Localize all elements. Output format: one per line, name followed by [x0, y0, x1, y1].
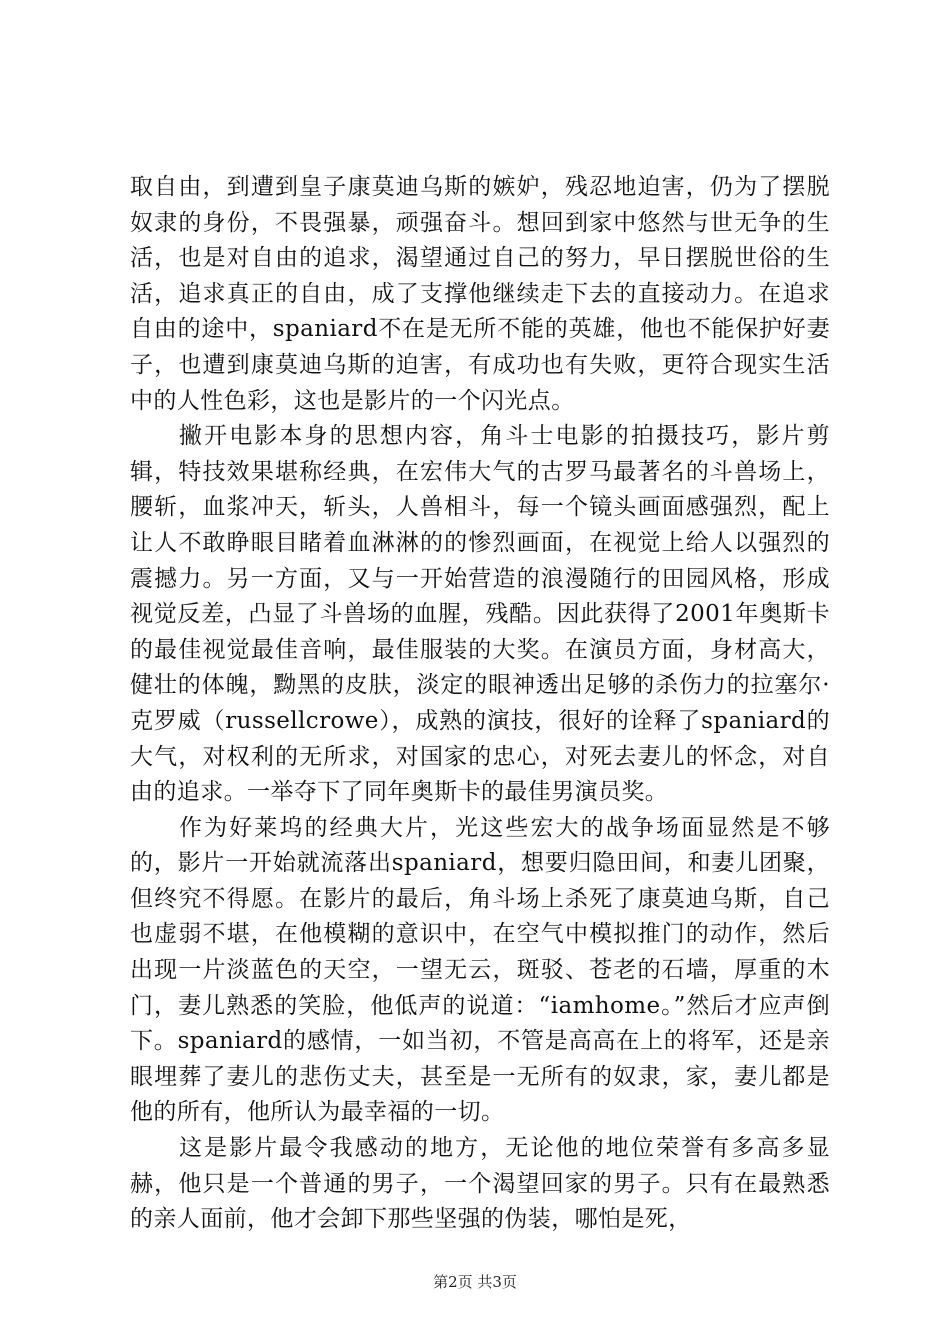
- body-text: [130, 170, 830, 1238]
- paragraph-3: 作为好莱坞的经典大片，光这些宏大的战争场面显然是不够的，影片一开始就流落出spaniard，想要归隐田间，和妻儿团聚，但终究不得愿。在影片的最后，角斗场上杀死了康莫迪乌斯，自己也虚弱不堪，在他模糊的意识中，在空气中模拟推门的动作，然后出现一片淡蓝色的天空，一望无云，斑驳、苍老的石墙，厚重的木门，妻儿熟悉的笑脸，他低声的说道：“iamhome。”然后才应声倒下。spaniard的感情，一如当初，不管是高高在上的将军，还是亲眼埋葬了妻儿的悲伤丈夫，甚至是一无所有的奴隶，家，妻儿都是他的所有，他所认为最幸福的一切。: [130, 814, 830, 1126]
- paragraph-2: 撇开电影本身的思想内容，角斗士电影的拍摄技巧，影片剪辑，特技效果堪称经典，在宏伟大气的古罗马最著名的斗兽场上，腰斩，血浆冲天，斩头，人兽相斗，每一个镜头画面感强烈，配上让人不敢睁眼目睹着血淋淋的的惨烈画面，在视觉上给人以强烈的震撼力。另一方面，又与一开始营造的浪漫随行的田园风格，形成视觉反差，凸显了斗兽场的血腥，残酷。因此获得了2001年奥斯卡的最佳视觉最佳音响，最佳服装的大奖。在演员方面，身材高大，健壮的体魄，黝黑的皮肤，淡定的眼神透出足够的杀伤力的拉塞尔·克罗威（russellcrowe），成熟的演技，很好的诠释了spaniard的大气，对权利的无所求，对国家的忠心，对死去妻儿的怀念，对自由的追求。一举夺下了同年奥斯卡的最佳男演员奖。: [130, 423, 830, 806]
- page-footer: 第2页 共3页: [433, 1273, 517, 1291]
- paragraph-1: 取自由，到遭到皇子康莫迪乌斯的嫉妒，残忍地迫害，仍为了摆脱奴隶的身份，不畏强暴，顽强奋斗。想回到家中悠然与世无争的生活，也是对自由的追求，渴望通过自己的努力，早日摆脱世俗的生活，追求真正的自由，成了支撑他继续走下去的直接动力。在追求自由的途中，spaniard不在是无所不能的英雄，他也不能保护好妻子，也遭到康莫迪乌斯的迫害，有成功也有失败，更符合现实生活中的人性色彩，这也是影片的一个闪光点。: [130, 174, 830, 414]
- paragraph-4: 这是影片最令我感动的地方，无论他的地位荣誉有多高多显赫，他只是一个普通的男子，一个渴望回家的男子。只有在最熟悉的亲人面前，他才会卸下那些坚强的伪装，哪怕是死，: [130, 1135, 830, 1233]
